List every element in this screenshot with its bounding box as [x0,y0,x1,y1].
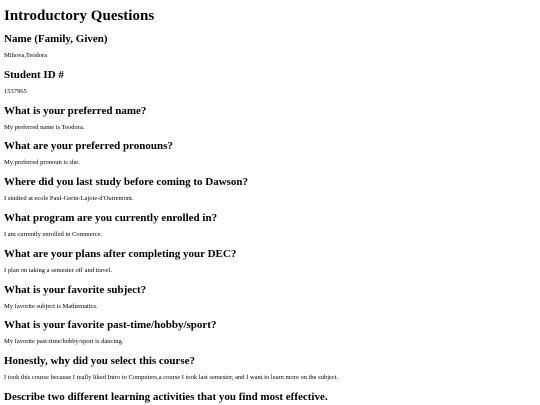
question-heading: Honestly, why did you select this course? [4,355,195,367]
answer-text: My favorite past-time/hobby/sport is dancing. [4,338,124,345]
question-heading: What is your favorite subject? [4,284,147,296]
qa-item-favorite-subject [4,284,536,310]
page-title: Introductory Questions [4,8,155,24]
qa-item-student-id [4,69,536,95]
qa-item-learning-activities [4,391,536,404]
qa-item-last-study [4,176,536,202]
question-heading: What are your preferred pronouns? [4,140,173,152]
qa-item-pronouns [4,140,536,166]
qa-item-preferred-name [4,105,536,131]
question-heading: What is your preferred name? [4,105,147,117]
question-heading: What is your favorite past-time/hobby/sport? [4,319,217,331]
question-heading: What are your plans after completing your DEC? [4,248,237,260]
answer-text: I am currently enrolled in Commerce. [4,231,103,238]
qa-item-course-reason [4,355,536,381]
qa-item-program [4,212,536,238]
answer-text: I took this course because I really liked Intro to Computers,a course I took last semester, and I want to learn more on the subject. [4,374,339,381]
question-heading: Where did you last study before coming to Dawson? [4,176,249,188]
qa-item-hobby [4,319,536,345]
answer-text: I plan on taking a semester off and travel. [4,267,112,274]
qa-item-plans [4,248,536,274]
question-heading: Student ID # [4,69,64,81]
answer-text: Mihova,Teodora [4,52,48,59]
qa-item-name [4,33,536,59]
answer-text: My favorite subject is Mathematics. [4,303,98,310]
answer-text: My preferred name is Teodora. [4,124,85,131]
answer-text: 1537965 [4,88,27,95]
answer-text: My preferred pronoun is she. [4,159,80,166]
question-heading: What program are you currently enrolled in? [4,212,218,224]
answer-text: I studied at ecole Paul-Gerin-Lajoie-d'Outremont. [4,195,134,202]
question-heading: Name (Family, Given) [4,33,108,45]
question-heading: Describe two different learning activities that you find most effective. [4,391,328,403]
